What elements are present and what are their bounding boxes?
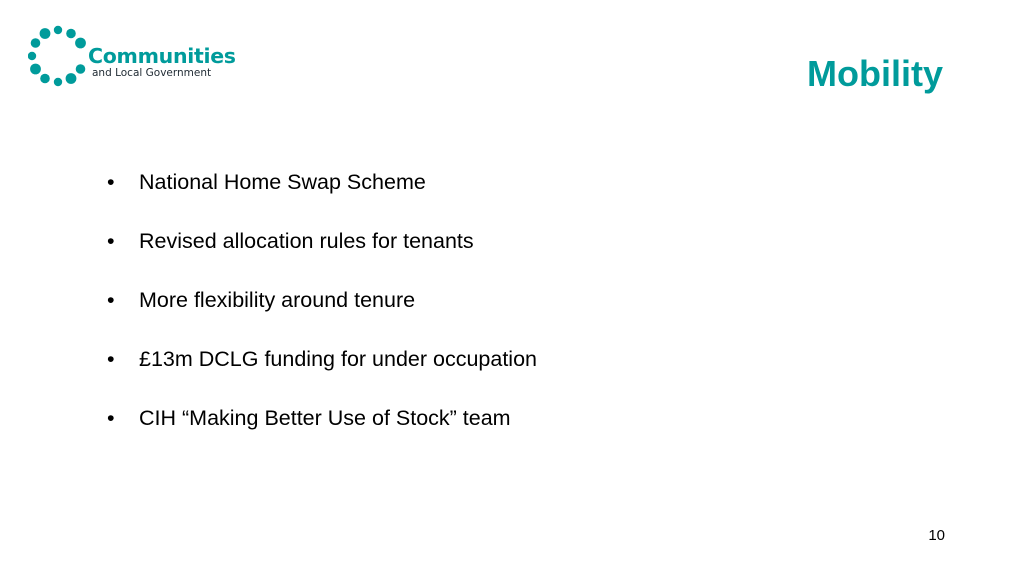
bullet-marker: • <box>107 288 115 312</box>
logo-dot <box>66 73 77 84</box>
circle-of-dots-icon <box>28 18 88 94</box>
bullet-item <box>107 404 927 463</box>
department-logo <box>28 18 236 94</box>
bullet-marker: • <box>107 170 115 194</box>
logo-subtitle: and Local Government <box>92 67 212 79</box>
logo-dot <box>28 52 36 60</box>
logo-name: Communities <box>88 44 236 68</box>
logo-dot <box>54 78 62 86</box>
bullet-text: £13m DCLG funding for under occupation <box>139 347 537 371</box>
logo-dot <box>66 29 76 39</box>
bullet-text: CIH “Making Better Use of Stock” team <box>139 406 511 430</box>
bullet-text: Revised allocation rules for tenants <box>139 229 474 253</box>
bullet-text: National Home Swap Scheme <box>139 170 426 194</box>
bullet-marker: • <box>107 229 115 253</box>
bullet-item <box>107 345 927 404</box>
bullet-marker: • <box>107 406 115 430</box>
logo-dot <box>30 64 41 75</box>
bullet-list <box>107 168 927 463</box>
slide-title: Mobility <box>807 53 943 94</box>
bullet-item <box>107 168 927 227</box>
logo-dot <box>40 74 50 84</box>
bullet-item <box>107 286 927 345</box>
logo-dot <box>40 28 51 39</box>
bullet-item <box>107 227 927 286</box>
bullet-text: More flexibility around tenure <box>139 288 416 312</box>
logo-dot <box>75 38 86 49</box>
logo-dot <box>31 38 41 48</box>
logo-dot <box>54 26 62 34</box>
page-number: 10 <box>928 527 945 544</box>
logo-dot <box>76 64 86 74</box>
bullet-marker: • <box>107 347 115 371</box>
